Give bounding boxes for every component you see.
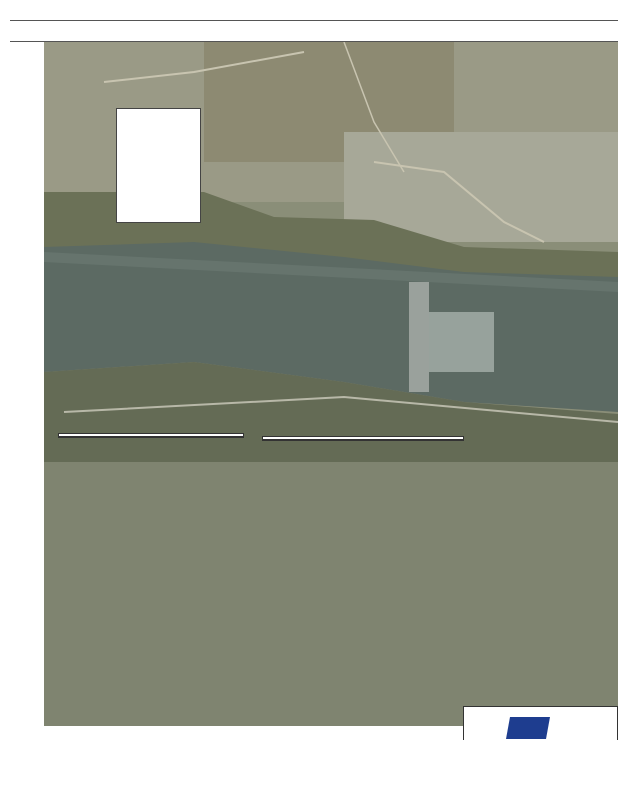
col-count — [313, 437, 363, 440]
downstream-table — [58, 433, 244, 438]
legend — [116, 108, 201, 223]
threatened-note — [86, 666, 104, 672]
dam-spillway — [424, 312, 494, 372]
ea-logo — [506, 715, 550, 741]
source-line — [10, 20, 618, 42]
col-species — [263, 437, 313, 440]
col-count — [105, 434, 151, 437]
col-pct — [151, 434, 197, 437]
col-pct — [363, 437, 413, 440]
left-margin — [10, 42, 44, 726]
bottom-strip — [0, 740, 618, 800]
upstream-table — [262, 436, 464, 441]
col-age — [197, 434, 243, 437]
col-species — [59, 434, 105, 437]
col-age — [413, 437, 463, 440]
